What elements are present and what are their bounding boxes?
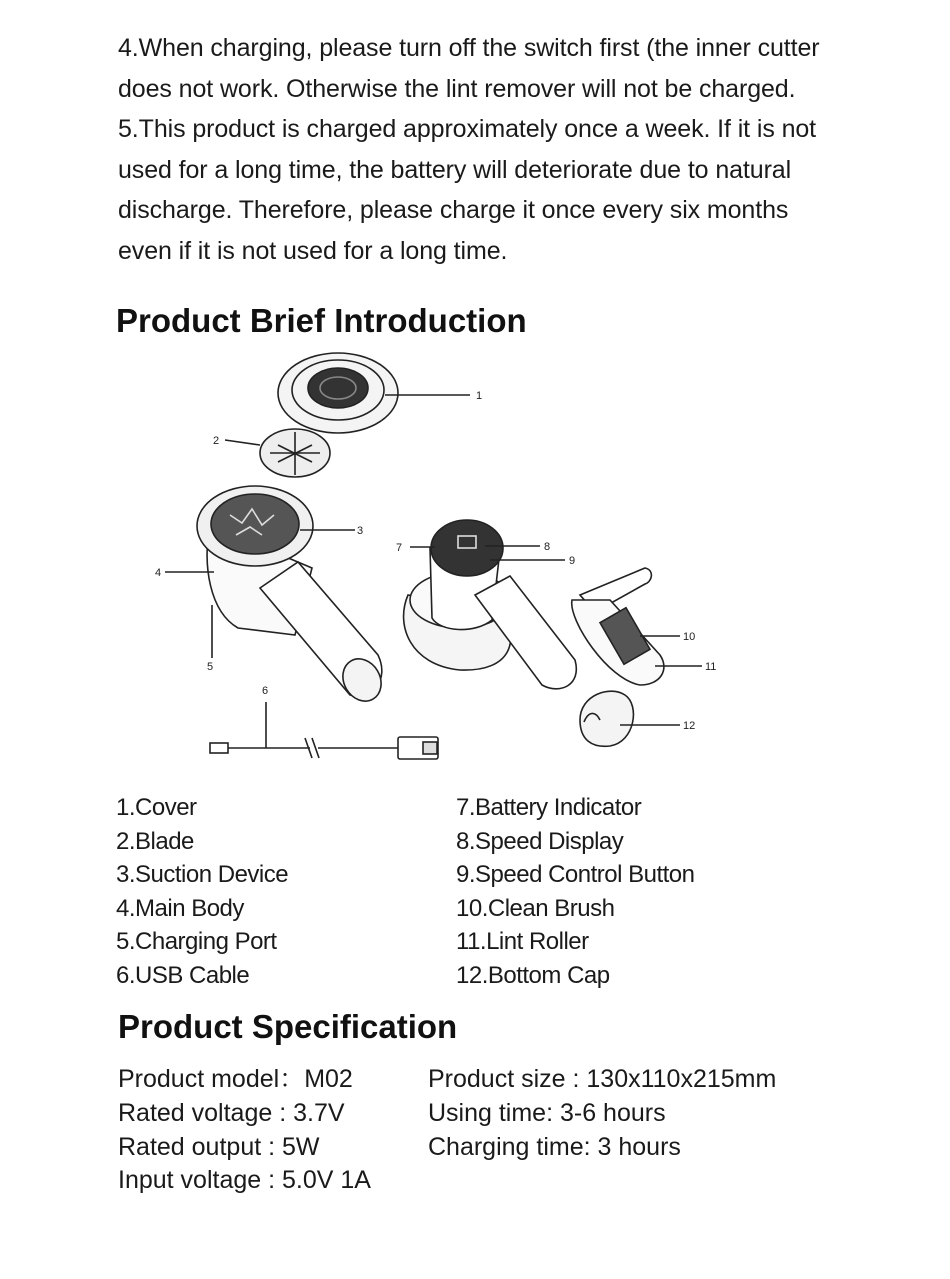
diagram-label-7: 7 bbox=[396, 542, 403, 554]
part-item: 5.Charging Port bbox=[116, 928, 277, 956]
clean-brush-illustration bbox=[572, 568, 702, 685]
spec-item: Using time: 3-6 hours bbox=[428, 1098, 666, 1127]
part-item: 8.Speed Display bbox=[456, 827, 624, 855]
part-item: 6.USB Cable bbox=[116, 961, 250, 989]
diagram-label-4: 4 bbox=[155, 567, 162, 579]
parts-list-right bbox=[456, 791, 695, 993]
note-line: does not work. Otherwise the lint remover will not be charged. bbox=[118, 74, 796, 103]
specs-right bbox=[428, 1063, 776, 1164]
part-item: 3.Suction Device bbox=[116, 861, 289, 889]
note-line: 5.This product is charged approximately once a week. If it is not bbox=[118, 115, 817, 143]
spec-item: Product model：M02 bbox=[118, 1065, 353, 1093]
part-item: 10.Clean Brush bbox=[456, 894, 615, 922]
note-line: 4.When charging, please turn off the switch first (the inner cutter bbox=[118, 34, 820, 62]
diagram-label-5: 5 bbox=[207, 661, 214, 673]
note-line: used for a long time, the battery will deteriorate due to natural bbox=[118, 155, 792, 184]
part-item: 1.Cover bbox=[116, 794, 197, 821]
spec-item: Rated voltage : 3.7V bbox=[118, 1098, 345, 1127]
note-line: discharge. Therefore, please charge it once every six months bbox=[118, 196, 789, 224]
diagram-label-10: 10 bbox=[683, 631, 696, 643]
diagram-label-3: 3 bbox=[357, 525, 364, 537]
cover-illustration bbox=[278, 353, 470, 433]
intro-heading: Product Brief Introduction bbox=[116, 302, 527, 339]
diagram-label-2: 2 bbox=[213, 435, 220, 447]
part-item: 7.Battery Indicator bbox=[456, 794, 642, 821]
diagram-label-12: 12 bbox=[683, 720, 696, 732]
second-body-illustration bbox=[404, 520, 577, 689]
usage-notes bbox=[118, 28, 908, 271]
part-item: 2.Blade bbox=[116, 827, 194, 855]
spec-item: Charging time: 3 hours bbox=[428, 1132, 681, 1161]
diagram-label-1: 1 bbox=[476, 390, 483, 402]
spec-item: Rated output : 5W bbox=[118, 1132, 320, 1161]
part-item: 11.Lint Roller bbox=[456, 928, 589, 956]
part-item: 9.Speed Control Button bbox=[456, 861, 695, 889]
usb-cable-illustration bbox=[210, 702, 438, 759]
spec-heading: Product Specification bbox=[118, 1008, 458, 1045]
bottom-cap-illustration bbox=[580, 691, 680, 746]
part-item: 12.Bottom Cap bbox=[456, 961, 610, 989]
diagram-label-11: 11 bbox=[705, 661, 717, 673]
main-body-illustration bbox=[165, 486, 389, 708]
exploded-diagram bbox=[140, 350, 760, 780]
spec-item: Input voltage : 5.0V 1A bbox=[118, 1166, 371, 1195]
specs-left bbox=[118, 1063, 371, 1198]
diagram-label-9: 9 bbox=[569, 555, 576, 567]
spec-item: Product size : 130x110x215mm bbox=[428, 1065, 777, 1093]
blade-illustration bbox=[225, 429, 330, 477]
diagram-label-6: 6 bbox=[262, 685, 269, 697]
diagram-label-8: 8 bbox=[544, 541, 551, 553]
parts-list-left bbox=[116, 791, 288, 993]
note-line: even if it is not used for a long time. bbox=[118, 236, 508, 265]
part-item: 4.Main Body bbox=[116, 894, 244, 922]
